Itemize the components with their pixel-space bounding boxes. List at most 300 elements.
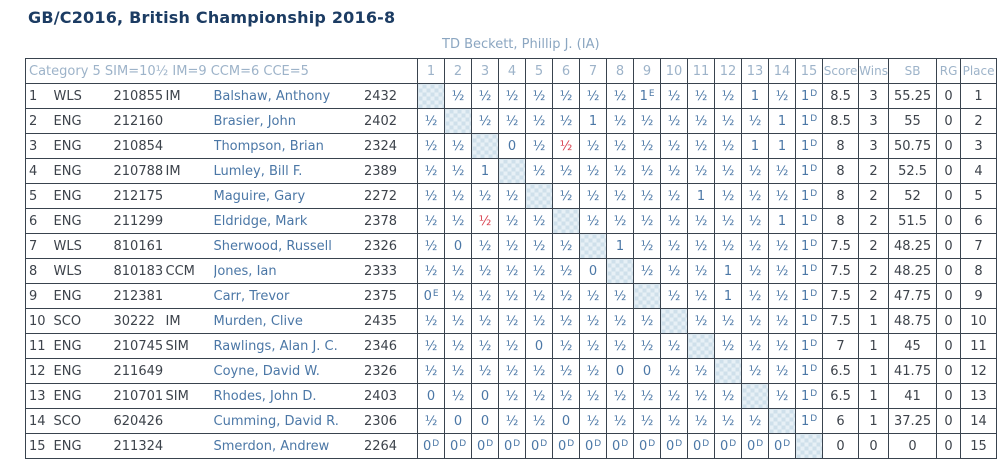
result-cell[interactable]: ½: [580, 284, 607, 309]
player-name-link[interactable]: Rawlings, Alan J. C.: [214, 334, 348, 359]
result-cell[interactable]: $1^D$: [796, 84, 823, 109]
result-flag: D: [486, 438, 494, 449]
score-cell: 7.5: [823, 234, 859, 259]
diagonal-cell: [499, 159, 526, 184]
result-cell[interactable]: ½: [418, 184, 445, 209]
result-cell[interactable]: $0^D$: [445, 434, 472, 459]
chess-title-cell: [166, 209, 214, 234]
result-cell[interactable]: ½: [661, 334, 688, 359]
result-cell[interactable]: ½: [742, 409, 769, 434]
result-cell[interactable]: ½: [526, 409, 553, 434]
result-cell[interactable]: ½: [526, 259, 553, 284]
wins-cell: 3: [859, 84, 889, 109]
result-cell[interactable]: $0^D$: [634, 434, 661, 459]
result-cell[interactable]: ½: [661, 159, 688, 184]
result-cell[interactable]: ½: [580, 184, 607, 209]
result-cell[interactable]: ½: [418, 134, 445, 159]
result-cell[interactable]: ½: [580, 309, 607, 334]
result-cell[interactable]: ½: [742, 284, 769, 309]
result-cell[interactable]: $0^D$: [553, 434, 580, 459]
result-cell[interactable]: ½: [499, 209, 526, 234]
result-cell[interactable]: ½: [445, 309, 472, 334]
result-cell[interactable]: ½: [418, 409, 445, 434]
result-cell[interactable]: ½: [742, 159, 769, 184]
result-cell[interactable]: ½: [769, 334, 796, 359]
result-cell[interactable]: 0: [445, 409, 472, 434]
result-flag: D: [810, 163, 818, 174]
player-number-cell: 5: [26, 184, 54, 209]
result-cell[interactable]: ½: [553, 259, 580, 284]
result-cell[interactable]: ½: [715, 334, 742, 359]
result-flag: D: [756, 438, 764, 449]
result-cell[interactable]: ½: [526, 84, 553, 109]
result-cell[interactable]: 0: [553, 409, 580, 434]
result-flag: D: [810, 113, 818, 124]
chess-title-cell: IM: [166, 159, 214, 184]
result-cell[interactable]: ½: [607, 84, 634, 109]
rg-cell: 0: [937, 159, 961, 184]
result-cell[interactable]: 0: [472, 384, 499, 409]
result-cell[interactable]: 1: [742, 134, 769, 159]
chess-title-cell: [166, 434, 214, 459]
result-cell[interactable]: 1: [580, 109, 607, 134]
result-cell[interactable]: ½: [742, 109, 769, 134]
rg-cell: 0: [937, 334, 961, 359]
player-name-link[interactable]: Sherwood, Russell: [214, 234, 348, 259]
result-cell[interactable]: $1^D$: [796, 384, 823, 409]
result-cell[interactable]: ½: [553, 159, 580, 184]
player-id-cell: 210855: [114, 84, 166, 109]
result-cell[interactable]: ½: [499, 109, 526, 134]
result-cell[interactable]: ½: [661, 359, 688, 384]
result-cell[interactable]: ½: [715, 309, 742, 334]
result-cell[interactable]: ½: [472, 234, 499, 259]
result-cell[interactable]: ½: [742, 359, 769, 384]
result-cell[interactable]: ½: [445, 134, 472, 159]
result-cell[interactable]: ½: [715, 234, 742, 259]
result-cell[interactable]: ½: [472, 259, 499, 284]
result-cell[interactable]: $0^D$: [742, 434, 769, 459]
result-cell[interactable]: ½: [472, 184, 499, 209]
result-cell[interactable]: ½: [499, 259, 526, 284]
result-cell[interactable]: 1: [769, 209, 796, 234]
result-cell[interactable]: 0: [634, 359, 661, 384]
result-cell[interactable]: ½: [742, 334, 769, 359]
result-cell[interactable]: ½: [769, 234, 796, 259]
sb-cell: 55.25: [889, 84, 937, 109]
rating-cell: 2402: [348, 109, 418, 134]
result-cell[interactable]: ½: [715, 184, 742, 209]
result-cell[interactable]: ½: [634, 334, 661, 359]
result-cell[interactable]: ½: [418, 359, 445, 384]
crosstable-body: [26, 84, 997, 459]
result-cell[interactable]: ½: [526, 134, 553, 159]
score-cell: 6.5: [823, 384, 859, 409]
result-cell[interactable]: ½: [472, 109, 499, 134]
round-header-cell: 10: [661, 59, 688, 84]
result-cell[interactable]: ½: [526, 309, 553, 334]
result-cell[interactable]: ½: [769, 384, 796, 409]
result-flag: D: [810, 238, 818, 249]
round-header-cell: 1: [418, 59, 445, 84]
result-cell[interactable]: ½: [607, 184, 634, 209]
result-cell[interactable]: ½: [634, 134, 661, 159]
player-name-link[interactable]: Maguire, Gary: [214, 184, 348, 209]
result-cell[interactable]: ½: [472, 84, 499, 109]
place-cell: 15: [961, 434, 997, 459]
round-header-cell: 9: [634, 59, 661, 84]
result-cell[interactable]: 1: [715, 284, 742, 309]
chess-title-cell: SIM: [166, 384, 214, 409]
result-cell[interactable]: ½: [742, 184, 769, 209]
result-cell[interactable]: ½: [472, 334, 499, 359]
result-cell[interactable]: ½: [526, 384, 553, 409]
player-name-link[interactable]: Cumming, David R.: [214, 409, 348, 434]
result-flag: D: [810, 288, 818, 299]
sb-cell: 52: [889, 184, 937, 209]
result-cell[interactable]: ½: [553, 284, 580, 309]
result-cell[interactable]: ½: [661, 134, 688, 159]
result-cell[interactable]: ½: [526, 209, 553, 234]
result-cell[interactable]: ½: [715, 409, 742, 434]
result-cell[interactable]: $1^D$: [796, 309, 823, 334]
result-cell[interactable]: ½: [580, 409, 607, 434]
chess-title-cell: [166, 409, 214, 434]
result-cell[interactable]: 0: [580, 259, 607, 284]
result-cell[interactable]: $0^D$: [688, 434, 715, 459]
result-cell[interactable]: ½: [499, 234, 526, 259]
result-cell[interactable]: 1: [769, 134, 796, 159]
rating-cell: 2326: [348, 234, 418, 259]
result-cell[interactable]: ½: [769, 359, 796, 384]
player-id-cell: 210788: [114, 159, 166, 184]
player-number-cell: 2: [26, 109, 54, 134]
result-cell[interactable]: ½: [688, 159, 715, 184]
result-cell[interactable]: $0^E$: [418, 284, 445, 309]
result-cell[interactable]: ½: [499, 84, 526, 109]
result-cell[interactable]: ½: [418, 334, 445, 359]
chess-title-cell: [166, 184, 214, 209]
federation-cell: SCO: [54, 409, 114, 434]
result-cell[interactable]: ½: [472, 284, 499, 309]
wins-cell: 1: [859, 309, 889, 334]
player-name-link[interactable]: Brasier, John: [214, 109, 348, 134]
result-cell[interactable]: ½: [499, 359, 526, 384]
rating-cell: 2432: [348, 84, 418, 109]
diagonal-cell: [526, 184, 553, 209]
player-name-link[interactable]: Rhodes, John D.: [214, 384, 348, 409]
result-cell[interactable]: ½: [607, 209, 634, 234]
result-cell[interactable]: $1^D$: [796, 359, 823, 384]
player-name-link[interactable]: Thompson, Brian: [214, 134, 348, 159]
round-header-cell: 2: [445, 59, 472, 84]
wins-cell: 3: [859, 109, 889, 134]
result-cell[interactable]: ½: [661, 384, 688, 409]
result-cell[interactable]: $0^D$: [472, 434, 499, 459]
result-cell[interactable]: $1^D$: [796, 184, 823, 209]
player-name-link[interactable]: Jones, Ian: [214, 259, 348, 284]
result-cell[interactable]: ½: [607, 309, 634, 334]
result-cell[interactable]: $1^E$: [634, 84, 661, 109]
result-cell[interactable]: ½: [715, 109, 742, 134]
result-cell[interactable]: ½: [526, 284, 553, 309]
result-cell[interactable]: ½: [580, 384, 607, 409]
score-cell: 8.5: [823, 109, 859, 134]
result-cell[interactable]: ½: [661, 234, 688, 259]
result-cell[interactable]: ½: [445, 259, 472, 284]
result-cell[interactable]: ½: [607, 384, 634, 409]
result-cell[interactable]: ½: [445, 284, 472, 309]
result-cell[interactable]: $1^D$: [796, 334, 823, 359]
result-cell[interactable]: ½: [715, 384, 742, 409]
result-cell[interactable]: ½: [607, 284, 634, 309]
result-cell[interactable]: ½: [688, 109, 715, 134]
result-cell[interactable]: ½: [661, 284, 688, 309]
result-cell[interactable]: 0: [526, 334, 553, 359]
result-cell[interactable]: ½: [634, 209, 661, 234]
federation-cell: ENG: [54, 134, 114, 159]
result-cell[interactable]: ½: [634, 234, 661, 259]
result-cell[interactable]: 1: [688, 184, 715, 209]
result-cell[interactable]: ½: [607, 334, 634, 359]
result-cell[interactable]: ½: [688, 309, 715, 334]
result-cell[interactable]: ½: [526, 109, 553, 134]
result-cell[interactable]: $0^D$: [580, 434, 607, 459]
result-cell[interactable]: 1: [715, 259, 742, 284]
result-cell[interactable]: ½: [445, 334, 472, 359]
wins-cell: 1: [859, 359, 889, 384]
result-cell[interactable]: 0: [499, 134, 526, 159]
tournament-director: TD Beckett, Phillip J. (IA): [442, 37, 600, 52]
result-cell[interactable]: ½: [553, 334, 580, 359]
result-cell[interactable]: $0^D$: [715, 434, 742, 459]
result-cell[interactable]: ½: [769, 309, 796, 334]
result-cell[interactable]: 0: [472, 409, 499, 434]
player-number-cell: 14: [26, 409, 54, 434]
federation-cell: ENG: [54, 359, 114, 384]
result-cell[interactable]: ½: [499, 334, 526, 359]
result-cell[interactable]: 1: [742, 84, 769, 109]
player-name-link[interactable]: Carr, Trevor: [214, 284, 348, 309]
result-cell[interactable]: ½: [661, 259, 688, 284]
result-cell[interactable]: $1^D$: [796, 159, 823, 184]
result-cell[interactable]: ½: [688, 284, 715, 309]
result-cell[interactable]: ½: [769, 84, 796, 109]
result-cell[interactable]: 1: [472, 159, 499, 184]
result-cell[interactable]: ½: [580, 134, 607, 159]
chess-title-cell: [166, 284, 214, 309]
result-cell[interactable]: 0: [418, 384, 445, 409]
score-cell: 8.5: [823, 84, 859, 109]
result-cell[interactable]: ½: [445, 159, 472, 184]
diagonal-cell: [580, 234, 607, 259]
result-cell[interactable]: ½: [553, 84, 580, 109]
result-cell[interactable]: ½: [688, 84, 715, 109]
result-cell[interactable]: ½: [742, 234, 769, 259]
result-cell[interactable]: ½: [634, 259, 661, 284]
result-cell[interactable]: ½: [553, 359, 580, 384]
result-cell[interactable]: $0^D$: [499, 434, 526, 459]
player-name-link[interactable]: Murden, Clive: [214, 309, 348, 334]
player-name-link[interactable]: Lumley, Bill F.: [214, 159, 348, 184]
place-cell: 13: [961, 384, 997, 409]
result-cell[interactable]: ½: [688, 359, 715, 384]
result-cell[interactable]: ½: [526, 359, 553, 384]
result-cell[interactable]: 1: [607, 234, 634, 259]
place-cell: 1: [961, 84, 997, 109]
federation-cell: ENG: [54, 284, 114, 309]
result-cell[interactable]: ½: [445, 184, 472, 209]
result-cell[interactable]: ½: [715, 209, 742, 234]
result-cell[interactable]: ½: [553, 234, 580, 259]
player-name-link[interactable]: Smerdon, Andrew: [214, 434, 348, 459]
result-cell[interactable]: ½: [499, 409, 526, 434]
round-header-cell: 13: [742, 59, 769, 84]
result-cell[interactable]: ½: [634, 309, 661, 334]
place-cell: 6: [961, 209, 997, 234]
result-cell[interactable]: ½: [499, 309, 526, 334]
result-cell[interactable]: ½: [499, 284, 526, 309]
sb-cell: 41: [889, 384, 937, 409]
wins-header: Wins: [859, 59, 889, 84]
result-cell[interactable]: ½: [607, 409, 634, 434]
rg-cell: 0: [937, 234, 961, 259]
wins-cell: 2: [859, 284, 889, 309]
wins-cell: 2: [859, 234, 889, 259]
result-cell[interactable]: ½: [688, 384, 715, 409]
result-cell[interactable]: ½: [418, 109, 445, 134]
result-cell[interactable]: ½: [661, 184, 688, 209]
wins-cell: 2: [859, 209, 889, 234]
result-cell[interactable]: ½: [418, 209, 445, 234]
table-row: [26, 184, 997, 209]
result-cell[interactable]: $0^D$: [661, 434, 688, 459]
result-cell[interactable]: ½: [688, 234, 715, 259]
result-cell[interactable]: ½: [472, 309, 499, 334]
result-cell[interactable]: ½: [661, 409, 688, 434]
crosstable: [25, 58, 997, 459]
result-flag: D: [810, 363, 818, 374]
result-cell[interactable]: ½: [769, 284, 796, 309]
result-cell[interactable]: ½: [688, 134, 715, 159]
result-cell[interactable]: ½: [634, 109, 661, 134]
result-cell[interactable]: $1^D$: [796, 284, 823, 309]
result-flag: D: [810, 388, 818, 399]
result-cell[interactable]: ½: [769, 259, 796, 284]
result-cell[interactable]: ½: [553, 309, 580, 334]
result-cell[interactable]: ½: [472, 209, 499, 234]
result-cell[interactable]: ½: [580, 159, 607, 184]
result-cell[interactable]: 0: [607, 359, 634, 384]
result-cell[interactable]: ½: [499, 384, 526, 409]
result-cell[interactable]: ½: [634, 409, 661, 434]
place-cell: 2: [961, 109, 997, 134]
wins-cell: 2: [859, 259, 889, 284]
result-cell[interactable]: ½: [688, 409, 715, 434]
result-cell[interactable]: $0^D$: [607, 434, 634, 459]
result-cell[interactable]: ½: [661, 84, 688, 109]
result-cell[interactable]: ½: [553, 134, 580, 159]
result-cell[interactable]: ½: [634, 159, 661, 184]
result-cell[interactable]: ½: [445, 209, 472, 234]
table-row: [26, 109, 997, 134]
result-cell[interactable]: ½: [742, 309, 769, 334]
result-cell[interactable]: ½: [580, 84, 607, 109]
result-cell[interactable]: ½: [580, 334, 607, 359]
player-id-cell: 210701: [114, 384, 166, 409]
result-cell[interactable]: $0^D$: [526, 434, 553, 459]
result-cell[interactable]: ½: [526, 234, 553, 259]
result-cell[interactable]: ½: [418, 309, 445, 334]
result-flag: D: [513, 438, 521, 449]
player-number-cell: 1: [26, 84, 54, 109]
result-cell[interactable]: ½: [715, 84, 742, 109]
result-cell[interactable]: ½: [445, 359, 472, 384]
player-name-link[interactable]: Eldridge, Mark: [214, 209, 348, 234]
result-cell[interactable]: 0: [445, 234, 472, 259]
result-cell[interactable]: $1^D$: [796, 109, 823, 134]
result-cell[interactable]: ½: [418, 159, 445, 184]
result-cell[interactable]: $1^D$: [796, 234, 823, 259]
place-header: Place: [961, 59, 997, 84]
result-cell[interactable]: ½: [553, 184, 580, 209]
result-cell[interactable]: ½: [688, 209, 715, 234]
result-cell[interactable]: ½: [445, 84, 472, 109]
rating-cell: 2306: [348, 409, 418, 434]
result-cell[interactable]: ½: [472, 359, 499, 384]
result-cell[interactable]: $0^D$: [769, 434, 796, 459]
result-cell[interactable]: ½: [580, 359, 607, 384]
result-cell[interactable]: ½: [742, 259, 769, 284]
result-cell[interactable]: ½: [553, 109, 580, 134]
result-cell[interactable]: ½: [634, 184, 661, 209]
result-cell[interactable]: $0^D$: [418, 434, 445, 459]
result-cell[interactable]: ½: [418, 259, 445, 284]
result-cell[interactable]: ½: [607, 109, 634, 134]
result-cell[interactable]: $1^D$: [796, 134, 823, 159]
result-cell[interactable]: ½: [661, 109, 688, 134]
result-cell[interactable]: ½: [526, 159, 553, 184]
result-flag: D: [810, 88, 818, 99]
result-cell[interactable]: ½: [715, 159, 742, 184]
result-cell[interactable]: ½: [634, 384, 661, 409]
result-cell[interactable]: ½: [607, 159, 634, 184]
result-cell[interactable]: ½: [445, 384, 472, 409]
result-cell[interactable]: ½: [661, 209, 688, 234]
result-cell[interactable]: $1^D$: [796, 209, 823, 234]
player-name-link[interactable]: Coyne, David W.: [214, 359, 348, 384]
result-cell[interactable]: ½: [742, 209, 769, 234]
result-cell[interactable]: ½: [499, 184, 526, 209]
result-cell[interactable]: ½: [553, 384, 580, 409]
diagonal-cell: [769, 409, 796, 434]
result-cell[interactable]: ½: [769, 184, 796, 209]
player-id-cell: 211324: [114, 434, 166, 459]
result-cell[interactable]: ½: [580, 209, 607, 234]
federation-cell: WLS: [54, 234, 114, 259]
result-cell[interactable]: ½: [688, 259, 715, 284]
result-cell[interactable]: $1^D$: [796, 259, 823, 284]
result-cell[interactable]: $1^D$: [796, 409, 823, 434]
player-name-link[interactable]: Balshaw, Anthony: [214, 84, 348, 109]
sb-cell: 47.75: [889, 284, 937, 309]
result-cell[interactable]: ½: [607, 134, 634, 159]
result-cell[interactable]: ½: [769, 159, 796, 184]
result-cell[interactable]: ½: [418, 234, 445, 259]
result-cell[interactable]: ½: [715, 134, 742, 159]
result-cell[interactable]: 1: [769, 109, 796, 134]
rating-cell: 2333: [348, 259, 418, 284]
